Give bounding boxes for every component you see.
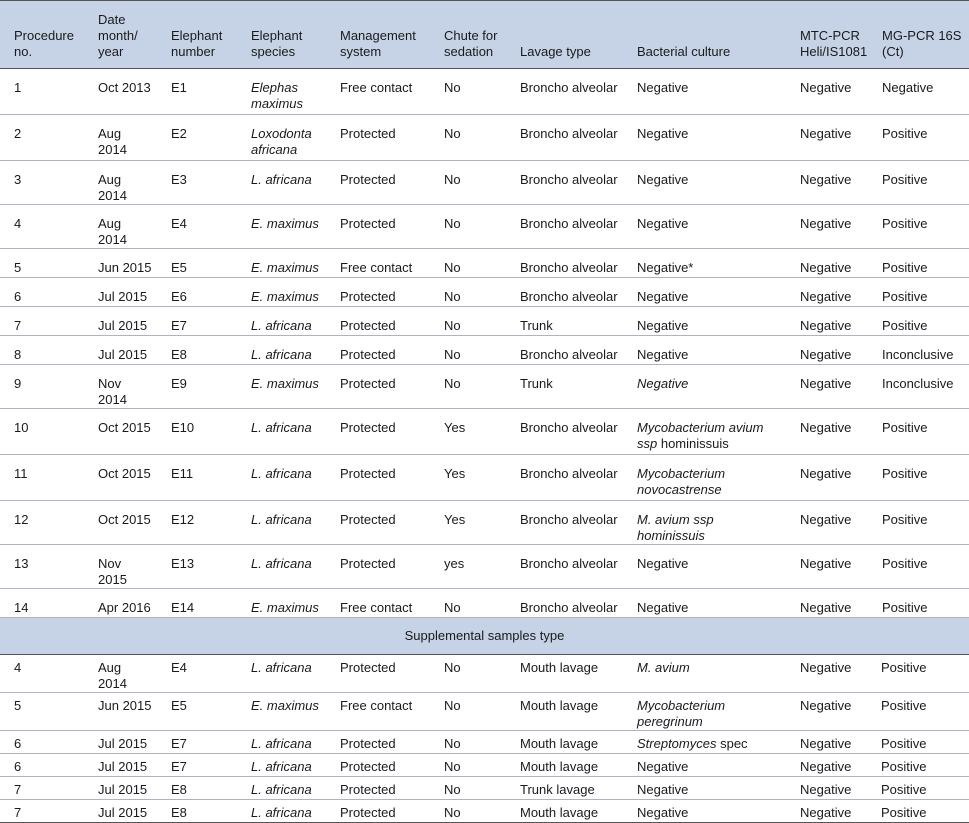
culture-cell: Negative (623, 800, 786, 823)
mg-pcr-cell: Positive (868, 409, 969, 455)
culture-cell: Negative* (623, 249, 786, 278)
date-cell: Jul 2015 (84, 278, 157, 307)
supplemental-rows (0, 618, 969, 823)
mtc-pcr-cell: Negative (786, 205, 868, 249)
date-cell: Jul 2015 (84, 336, 157, 365)
lavage-type-cell: Broncho alveolar (506, 278, 623, 307)
mtc-pcr-cell: Negative (786, 409, 868, 455)
species-cell: L. africana (237, 161, 326, 205)
chute-cell: No (430, 731, 506, 754)
management-cell: Protected (326, 336, 430, 365)
mtc-pcr-cell: Negative (786, 455, 868, 501)
mg-pcr-cell: Positive (868, 205, 969, 249)
procedure-no-cell: 7 (0, 307, 84, 336)
date-cell: Jul 2015 (84, 754, 157, 777)
mg-pcr-cell: Positive (868, 161, 969, 205)
elephant-number-cell: E2 (157, 115, 237, 161)
table-row (0, 278, 969, 307)
chute-cell: No (430, 800, 506, 823)
date-cell: Nov 2015 (84, 545, 157, 589)
header-cell: Chute for sedation (444, 28, 498, 59)
management-cell: Free contact (326, 693, 430, 731)
species-cell: L. africana (237, 655, 326, 693)
management-cell: Protected (326, 365, 430, 409)
culture-cell: Negative (623, 69, 786, 115)
table-row (0, 777, 969, 800)
mg-pcr-cell: Positive (868, 455, 969, 501)
header-cell: Procedure no. (14, 28, 74, 59)
procedure-no-cell: 7 (0, 800, 84, 823)
elephant-number-cell: E9 (157, 365, 237, 409)
chute-cell: Yes (430, 455, 506, 501)
table-row (0, 336, 969, 365)
table-row (0, 161, 969, 205)
elephant-number-cell: E7 (157, 754, 237, 777)
culture-cell: Negative (623, 754, 786, 777)
mtc-pcr-cell: Negative (786, 336, 868, 365)
table-row (0, 800, 969, 823)
procedure-no-cell: 4 (0, 205, 84, 249)
culture-cell: Negative (623, 115, 786, 161)
procedure-no-cell: 6 (0, 278, 84, 307)
management-cell: Free contact (326, 69, 430, 115)
mg-pcr-cell: Inconclusive (868, 336, 969, 365)
chute-cell: No (430, 249, 506, 278)
date-cell: Jul 2015 (84, 731, 157, 754)
mtc-pcr-cell: Negative (786, 161, 868, 205)
mg-pcr-cell: Positive (868, 754, 969, 777)
lavage-type-cell: Mouth lavage (506, 731, 623, 754)
table-row (0, 307, 969, 336)
table-row (0, 501, 969, 545)
header-cell: Elephant species (251, 28, 303, 59)
main-rows (0, 69, 969, 618)
chute-cell: No (430, 336, 506, 365)
species-cell: L. africana (237, 336, 326, 365)
management-cell: Protected (326, 409, 430, 455)
date-cell: Oct 2015 (84, 501, 157, 545)
mg-pcr-cell: Positive (868, 731, 969, 754)
elephant-number-cell: E8 (157, 777, 237, 800)
species-cell: L. africana (237, 545, 326, 589)
date-cell: Nov 2014 (84, 365, 157, 409)
chute-cell: Yes (430, 409, 506, 455)
lavage-type-cell: Mouth lavage (506, 655, 623, 693)
date-cell: Apr 2016 (84, 589, 157, 618)
management-cell: Free contact (326, 249, 430, 278)
elephant-number-cell: E4 (157, 655, 237, 693)
species-cell: L. africana (237, 409, 326, 455)
elephant-number-cell: E8 (157, 800, 237, 823)
management-cell: Protected (326, 655, 430, 693)
table-row (0, 655, 969, 693)
elephant-number-cell: E6 (157, 278, 237, 307)
species-cell: L. africana (237, 731, 326, 754)
mtc-pcr-cell: Negative (786, 249, 868, 278)
species-cell: E. maximus (237, 365, 326, 409)
date-cell: Aug 2014 (84, 655, 157, 693)
table-row (0, 205, 969, 249)
mg-pcr-cell: Inconclusive (868, 365, 969, 409)
header-cell: Elephant number (171, 28, 223, 59)
species-cell: E. maximus (237, 249, 326, 278)
species-cell: E. maximus (237, 589, 326, 618)
culture-cell: Negative (623, 336, 786, 365)
procedure-no-cell: 6 (0, 731, 84, 754)
procedure-no-cell: 11 (0, 455, 84, 501)
culture-cell: Mycobacterium avium ssp hominissuis (623, 409, 786, 455)
management-cell: Protected (326, 800, 430, 823)
lavage-type-cell: Broncho alveolar (506, 336, 623, 365)
mtc-pcr-cell: Negative (786, 800, 868, 823)
mg-pcr-cell: Positive (868, 307, 969, 336)
header-cell: MTC-PCR Heli/IS1081 (800, 28, 868, 59)
header-row (0, 1, 969, 69)
species-cell: L. africana (237, 754, 326, 777)
mtc-pcr-cell: Negative (786, 693, 868, 731)
elephant-number-cell: E5 (157, 249, 237, 278)
lavage-type-cell: Broncho alveolar (506, 545, 623, 589)
chute-cell: No (430, 69, 506, 115)
chute-cell: No (430, 278, 506, 307)
species-cell: E. maximus (237, 693, 326, 731)
table-row (0, 754, 969, 777)
species-cell: E. maximus (237, 205, 326, 249)
mg-pcr-cell: Positive (868, 501, 969, 545)
mtc-pcr-cell: Negative (786, 731, 868, 754)
date-cell: Jul 2015 (84, 777, 157, 800)
table-row (0, 455, 969, 501)
mg-pcr-cell: Positive (868, 589, 969, 618)
management-cell: Protected (326, 501, 430, 545)
procedure-no-cell: 4 (0, 655, 84, 693)
species-cell: L. africana (237, 501, 326, 545)
culture-cell: M. avium (623, 655, 786, 693)
table-row (0, 69, 969, 115)
management-cell: Protected (326, 278, 430, 307)
management-cell: Protected (326, 161, 430, 205)
mtc-pcr-cell: Negative (786, 115, 868, 161)
lavage-type-cell: Broncho alveolar (506, 161, 623, 205)
section-header-row (0, 618, 969, 655)
header-cell: Date month/ year (98, 12, 138, 59)
procedure-no-cell: 2 (0, 115, 84, 161)
elephant-number-cell: E5 (157, 693, 237, 731)
culture-cell: M. avium ssp hominissuis (623, 501, 786, 545)
table-row (0, 589, 969, 618)
mg-pcr-cell: Positive (868, 249, 969, 278)
header-cell: Management system (340, 28, 416, 59)
management-cell: Protected (326, 455, 430, 501)
mg-pcr-cell: Positive (868, 800, 969, 823)
mtc-pcr-cell: Negative (786, 365, 868, 409)
chute-cell: No (430, 589, 506, 618)
lavage-type-cell: Broncho alveolar (506, 589, 623, 618)
chute-cell: No (430, 777, 506, 800)
culture-cell: Negative (623, 545, 786, 589)
mtc-pcr-cell: Negative (786, 69, 868, 115)
lavage-type-cell: Broncho alveolar (506, 205, 623, 249)
date-cell: Jul 2015 (84, 800, 157, 823)
species-cell: E. maximus (237, 278, 326, 307)
date-cell: Jul 2015 (84, 307, 157, 336)
management-cell: Protected (326, 205, 430, 249)
species-cell: L. africana (237, 455, 326, 501)
elephant-number-cell: E11 (157, 455, 237, 501)
culture-cell: Negative (623, 278, 786, 307)
chute-cell: No (430, 205, 506, 249)
procedure-no-cell: 13 (0, 545, 84, 589)
mtc-pcr-cell: Negative (786, 278, 868, 307)
table-row (0, 115, 969, 161)
species-cell: L. africana (237, 800, 326, 823)
lavage-type-cell: Mouth lavage (506, 693, 623, 731)
chute-cell: No (430, 365, 506, 409)
elephant-number-cell: E10 (157, 409, 237, 455)
species-cell: L. africana (237, 307, 326, 336)
date-cell: Oct 2015 (84, 409, 157, 455)
elephant-number-cell: E4 (157, 205, 237, 249)
section-title: Supplemental samples type (0, 618, 969, 655)
management-cell: Protected (326, 115, 430, 161)
culture-cell: Negative (623, 205, 786, 249)
procedure-no-cell: 7 (0, 777, 84, 800)
lavage-type-cell: Broncho alveolar (506, 115, 623, 161)
species-cell: Elephas maximus (237, 69, 326, 115)
mtc-pcr-cell: Negative (786, 545, 868, 589)
culture-cell: Negative (623, 365, 786, 409)
table-row (0, 409, 969, 455)
elephant-number-cell: E13 (157, 545, 237, 589)
lavage-type-cell: Mouth lavage (506, 754, 623, 777)
header-cell: MG-PCR 16S (Ct) (882, 28, 962, 59)
elephant-number-cell: E12 (157, 501, 237, 545)
date-cell: Aug 2014 (84, 115, 157, 161)
procedure-no-cell: 12 (0, 501, 84, 545)
header-cell: Lavage type (520, 44, 591, 59)
elephant-number-cell: E8 (157, 336, 237, 365)
mg-pcr-cell: Positive (868, 655, 969, 693)
chute-cell: Yes (430, 501, 506, 545)
lavage-type-cell: Trunk lavage (506, 777, 623, 800)
lavage-type-cell: Broncho alveolar (506, 69, 623, 115)
chute-cell: No (430, 115, 506, 161)
chute-cell: No (430, 655, 506, 693)
procedure-no-cell: 5 (0, 693, 84, 731)
mg-pcr-cell: Positive (868, 545, 969, 589)
mtc-pcr-cell: Negative (786, 307, 868, 336)
procedure-no-cell: 9 (0, 365, 84, 409)
lavage-type-cell: Broncho alveolar (506, 409, 623, 455)
mg-pcr-cell: Negative (868, 69, 969, 115)
chute-cell: No (430, 693, 506, 731)
lavage-type-cell: Trunk (506, 307, 623, 336)
lavage-type-cell: Mouth lavage (506, 800, 623, 823)
mtc-pcr-cell: Negative (786, 589, 868, 618)
lavage-type-cell: Trunk (506, 365, 623, 409)
table-row (0, 545, 969, 589)
mtc-pcr-cell: Negative (786, 777, 868, 800)
species-cell: Loxodonta africana (237, 115, 326, 161)
mtc-pcr-cell: Negative (786, 655, 868, 693)
mg-pcr-cell: Positive (868, 693, 969, 731)
management-cell: Free contact (326, 589, 430, 618)
mg-pcr-cell: Positive (868, 777, 969, 800)
management-cell: Protected (326, 754, 430, 777)
table-row (0, 693, 969, 731)
culture-cell: Negative (623, 777, 786, 800)
lavage-type-cell: Broncho alveolar (506, 501, 623, 545)
elephant-number-cell: E1 (157, 69, 237, 115)
procedure-no-cell: 6 (0, 754, 84, 777)
management-cell: Protected (326, 307, 430, 336)
date-cell: Jun 2015 (84, 249, 157, 278)
mg-pcr-cell: Positive (868, 115, 969, 161)
elephant-number-cell: E3 (157, 161, 237, 205)
procedure-no-cell: 14 (0, 589, 84, 618)
date-cell: Oct 2013 (84, 69, 157, 115)
management-cell: Protected (326, 545, 430, 589)
species-cell: L. africana (237, 777, 326, 800)
lavage-type-cell: Broncho alveolar (506, 455, 623, 501)
procedure-no-cell: 10 (0, 409, 84, 455)
chute-cell: No (430, 307, 506, 336)
chute-cell: No (430, 754, 506, 777)
mtc-pcr-cell: Negative (786, 754, 868, 777)
procedure-no-cell: 3 (0, 161, 84, 205)
procedure-no-cell: 8 (0, 336, 84, 365)
culture-cell: Negative (623, 161, 786, 205)
management-cell: Protected (326, 731, 430, 754)
table-row (0, 365, 969, 409)
mg-pcr-cell: Positive (868, 278, 969, 307)
date-cell: Aug 2014 (84, 161, 157, 205)
date-cell: Oct 2015 (84, 455, 157, 501)
culture-cell: Negative (623, 589, 786, 618)
procedure-no-cell: 1 (0, 69, 84, 115)
header-cell: Bacterial culture (637, 44, 731, 59)
elephant-number-cell: E7 (157, 307, 237, 336)
culture-cell: Streptomyces spec (623, 731, 786, 754)
mtc-pcr-cell: Negative (786, 501, 868, 545)
chute-cell: yes (430, 545, 506, 589)
chute-cell: No (430, 161, 506, 205)
elephant-number-cell: E7 (157, 731, 237, 754)
date-cell: Aug 2014 (84, 205, 157, 249)
date-cell: Jun 2015 (84, 693, 157, 731)
culture-cell: Mycobacterium peregrinum (623, 693, 786, 731)
culture-cell: Mycobacterium novocastrense (623, 455, 786, 501)
elephant-number-cell: E14 (157, 589, 237, 618)
culture-cell: Negative (623, 307, 786, 336)
procedure-no-cell: 5 (0, 249, 84, 278)
table-row (0, 249, 969, 278)
lavage-type-cell: Broncho alveolar (506, 249, 623, 278)
management-cell: Protected (326, 777, 430, 800)
